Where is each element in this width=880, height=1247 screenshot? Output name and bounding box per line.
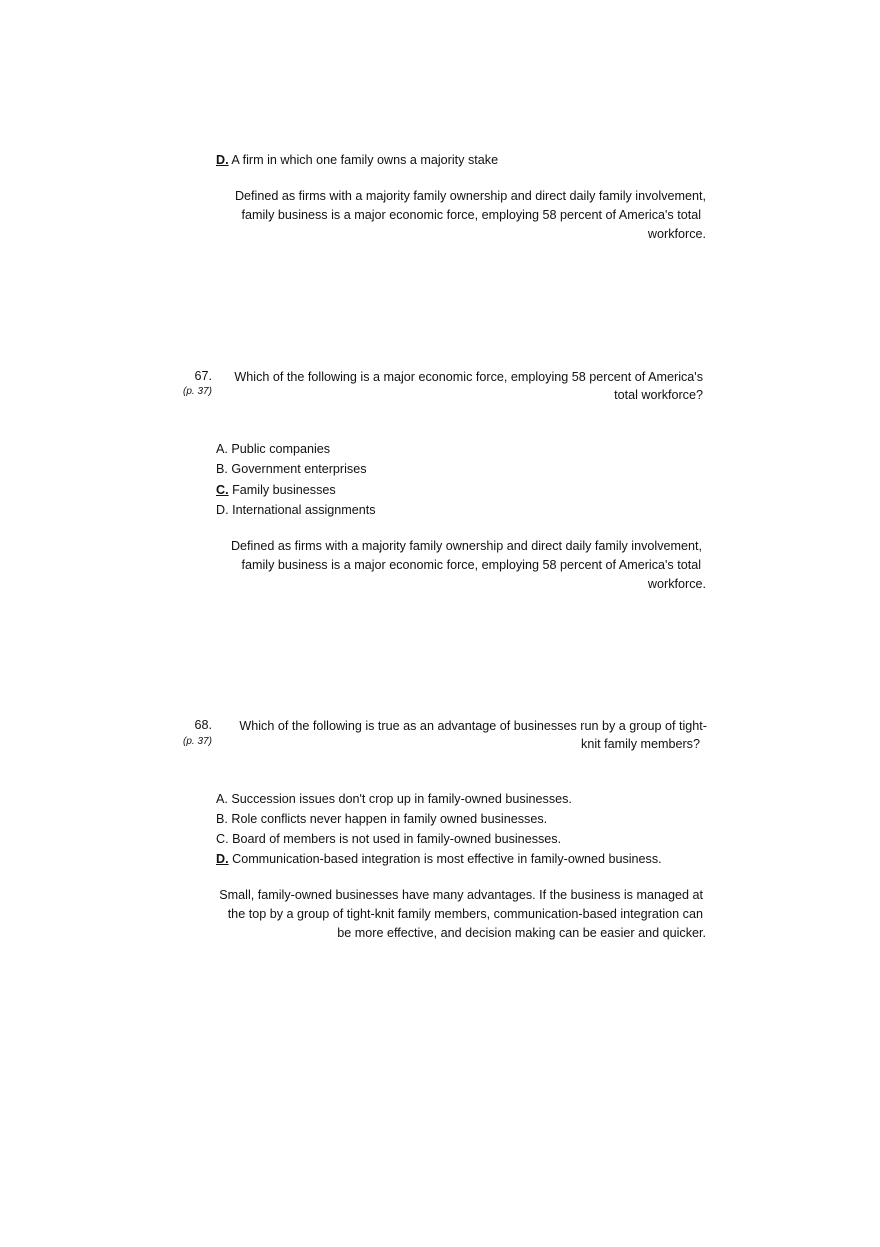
- answer-option: [216, 442, 330, 456]
- option-letter: B.: [216, 812, 228, 826]
- question-text-line: Which of the following is a major economic force, employing 58 percent of America's: [234, 370, 703, 384]
- prev-answer-text: A firm in which one family owns a majority stake: [231, 153, 499, 167]
- option-letter: B.: [216, 462, 228, 476]
- question-text: [220, 368, 703, 404]
- explanation-line: be more effective, and decision making can be easier and quicker.: [337, 926, 706, 940]
- explanation: [200, 537, 706, 594]
- answer-option-correct: [216, 483, 336, 497]
- option-text: Communication-based integration is most effective in family-owned business.: [232, 852, 662, 866]
- answer-option: [216, 832, 561, 846]
- option-letter: A.: [216, 792, 228, 806]
- option-text: Family businesses: [232, 483, 336, 497]
- explanation: [200, 886, 706, 943]
- explanation-line: the top by a group of tight-knit family members, communication-based integration can: [227, 907, 703, 921]
- option-text: Government enterprises: [231, 462, 367, 476]
- question-page-ref: (p. 37): [183, 386, 212, 397]
- explanation-line: Small, family-owned businesses have many advantages. If the business is managed at: [219, 888, 703, 902]
- question-text: [220, 717, 707, 753]
- prev-explanation: [200, 187, 706, 244]
- option-letter: A.: [216, 442, 228, 456]
- option-text: International assignments: [232, 503, 376, 517]
- answer-option: [216, 792, 572, 806]
- explanation-line: family business is a major economic force, employing 58 percent of America's total: [241, 558, 701, 572]
- prev-explanation-line: workforce.: [647, 227, 706, 241]
- answer-option: [216, 812, 547, 826]
- answer-option: [216, 462, 367, 476]
- explanation-line: Defined as firms with a majority family ownership and direct daily family involvement,: [230, 539, 702, 553]
- option-text: Board of members is not used in family-owned businesses.: [232, 832, 562, 846]
- answer-option: [216, 503, 376, 517]
- option-letter: D.: [216, 852, 229, 866]
- option-letter: C.: [216, 483, 229, 497]
- question-text-line: knit family members?: [581, 737, 700, 751]
- option-text: Role conflicts never happen in family owned businesses.: [231, 812, 548, 826]
- explanation-line: workforce.: [647, 577, 706, 591]
- option-text: Public companies: [231, 442, 331, 456]
- prev-answer-letter: D.: [216, 153, 229, 167]
- question-number: 67.: [194, 369, 212, 383]
- prev-explanation-line: family business is a major economic force, employing 58 percent of America's total: [241, 208, 701, 222]
- prev-explanation-line: Defined as firms with a majority family ownership and direct daily family involvement,: [234, 189, 706, 203]
- option-text: Succession issues don't crop up in family-owned businesses.: [231, 792, 572, 806]
- answer-option-correct: [216, 852, 662, 866]
- prev-answer: [216, 153, 498, 167]
- question-text-line: Which of the following is true as an advantage of businesses run by a group of tight-: [239, 719, 707, 733]
- question-number: 68.: [194, 718, 212, 732]
- question-text-line: total workforce?: [614, 388, 703, 402]
- option-letter: C.: [216, 832, 229, 846]
- question-page-ref: (p. 37): [183, 736, 212, 747]
- option-letter: D.: [216, 503, 229, 517]
